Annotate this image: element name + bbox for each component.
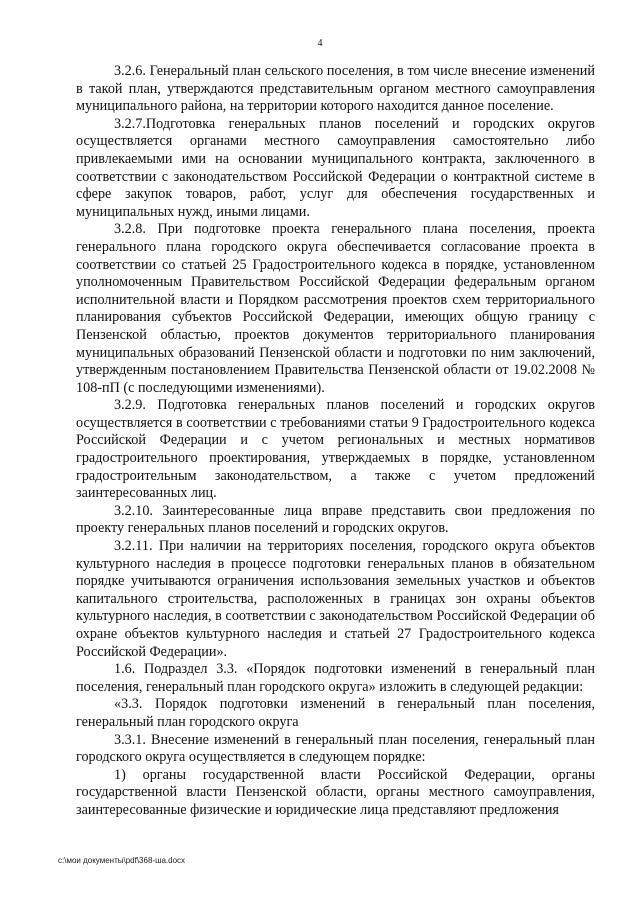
paragraph-3-3-heading: «3.3. Порядок подготовки изменений в генеральный план поселения, генеральный план городского округа (76, 696, 595, 730)
paragraph-3-2-11: 3.2.11. При наличии на территориях поселения, городского округа объектов культурного наследия в процессе подготовки генеральных планов в обязательном порядке учитываются ограничения использования земельных участков и объектов капитального строительства, расположенных в границах зон охраны объектов культурного наследия, в соответствии с законодательством Российской Федерации об охране объектов культурного наследия и статьей 27 Градостроительного кодекса Российской Федерации». (76, 538, 595, 660)
paragraph-3-2-8: 3.2.8. При подготовке проекта генерального плана поселения, проекта генерального плана городского округа обеспечивается согласование проекта в соответствии со статьей 25 Градостроительного кодекса в порядке, установленном уполномоченным Правительством Российской Федерации федеральным органом исполнительной власти и Порядком рассмотрения проектов схем территориального планирования субъектов Российской Федерации, имеющих общую границу с Пензенской областью, проектов документов территориального планирования муниципальных образований Пензенской области и подготовки по ним заключений, утвержденным постановлением Правительства Пензенской области от 19.02.2008 № 108-пП (с последующими изменениями). (76, 221, 595, 396)
paragraph-item-1: 1) органы государственной власти Российской Федерации, органы государственной власти Пензенской области, органы местного самоуправления, заинтересованные физические и юридические лица представляют предложения (76, 766, 595, 818)
paragraph-1-6: 1.6. Подраздел 3.3. «Порядок подготовки изменений в генеральный план поселения, генеральный план городского округа» изложить в следующей редакции: (76, 661, 595, 695)
footer-file-path: c:\мои документы\pdf\368-ша.docx (58, 856, 186, 865)
paragraph-3-3-1: 3.3.1. Внесение изменений в генеральный план поселения, генеральный план городского округа осуществляется в следующем порядке: (76, 731, 595, 766)
document-body (76, 63, 595, 820)
paragraph-3-2-10: 3.2.10. Заинтересованные лица вправе представить свои предложения по проекту генеральных планов поселений и городских округов. (76, 502, 595, 537)
paragraph-3-2-9: 3.2.9. Подготовка генеральных планов поселений и городских округов осуществляется в соответствии с требованиями статьи 9 Градостроительного кодекса Российской Федерации и с учетом региональных и местных нормативов градостроительного проектирования, утверждаемых в порядке, установленном градостроительным законодательством, а также с учетом предложений заинтересованных лиц. (76, 397, 595, 502)
paragraph-3-2-6: 3.2.6. Генеральный план сельского поселения, в том числе внесение изменений в такой план, утверждаются представительным органом местного самоуправления муниципального района, на территории которого находится данное поселение. (76, 63, 595, 115)
paragraph-3-2-7: 3.2.7.Подготовка генеральных планов поселений и городских округов осуществляется органами местного самоуправления самостоятельно либо привлекаемыми ими на основании муниципального контракта, заключенного в соответствии с законодательством Российской Федерации о контрактной системе в сфере закупок товаров, работ, услуг для обеспечения государственных и муниципальных нужд, иными лицами. (76, 115, 595, 220)
page-number: 4 (317, 38, 323, 49)
